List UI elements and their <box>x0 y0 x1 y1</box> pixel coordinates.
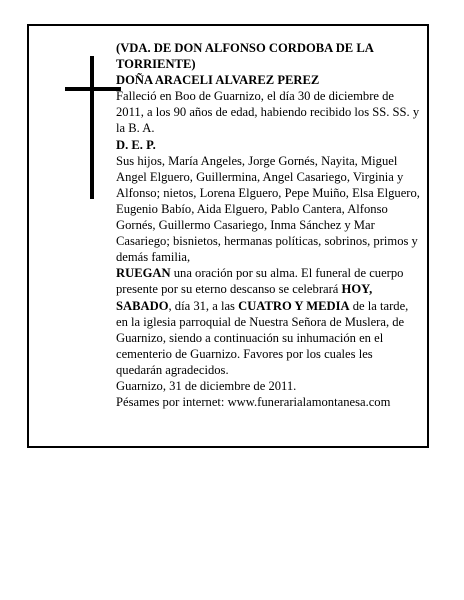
family-list: Sus hijos, María Angeles, Jorge Gornés, Nayita, Miguel Angel Elguero, Guillermina, Angel Casariego, Virginia y Alfonso; nietos, Lorena Elguero, Pepe Muiño, Elsa Elguero, Eugenio Babío, Aida Elguero, Pablo Cantera, Alfonso Gornés, Guillermo Casariego, Inma Sánchez y Mar Casariego; bisnietos, hermanas políticas, sobrinos, primos y demás familia, <box>116 153 420 265</box>
funeral-date: , día 31, a las <box>168 298 239 313</box>
place-date: Guarnizo, 31 de diciembre de 2011. <box>116 378 297 393</box>
obituary-text <box>116 40 420 410</box>
funeral-details: de la tarde, en la iglesia parroquial de Nuestra Señora de Muslera, de Guarnizo, siendo a continuación su inhumación en el cementerio de Guarnizo. Favores por los cuales les quedarán agradecidos. <box>116 298 409 377</box>
header-line: (VDA. DE DON ALFONSO CORDOBA DE LA TORRIENTE) <box>116 41 374 72</box>
dep-line: D. E. P. <box>116 137 156 152</box>
funeral-day: HOY, SABADO <box>116 282 373 313</box>
condolences-line: Pésames por internet: www.funerarialamontanesa.com <box>116 395 391 410</box>
obituary-notice <box>27 24 429 448</box>
ruegan-text: una oración por su alma. El funeral de cuerpo presente por su eterno descanso se celebrará <box>116 266 404 297</box>
deceased-name: DOÑA ARACELI ALVAREZ PEREZ <box>116 73 320 88</box>
cross-icon <box>65 56 121 199</box>
funeral-paragraph <box>116 265 420 378</box>
funeral-time: CUATRO Y MEDIA <box>238 298 350 313</box>
ruegan-label: RUEGAN <box>116 266 171 281</box>
death-info: Falleció en Boo de Guarnizo, el día 30 de diciembre de 2011, a los 90 años de edad, habiendo recibido los SS. SS. y la B. A. <box>116 89 420 136</box>
